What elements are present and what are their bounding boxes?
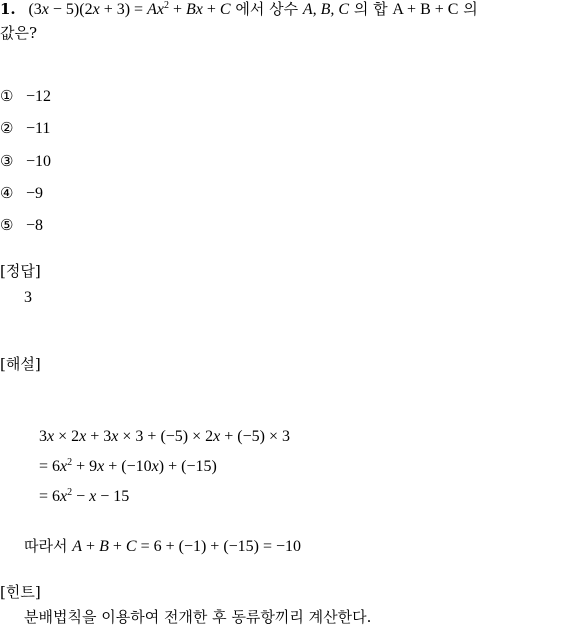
conclusion-math: A + B + C = 6 + (−1) + (−15) = −10 — [72, 538, 302, 555]
solution-line-2: = $6x^2 + 9x + (-10x) + (-15)$ — [39, 457, 217, 475]
question-line-1 — [0, 2, 478, 18]
answer-label: [정답] — [0, 262, 41, 280]
choice-mark: ① — [0, 87, 14, 105]
question-text-a: 에서 상수 — [235, 0, 299, 18]
choice-2[interactable] — [0, 121, 50, 137]
question-sum: A + B + C — [392, 1, 459, 18]
question-vars: A, B, C — [302, 1, 350, 18]
choice-mark: ⑤ — [0, 216, 14, 234]
solution-line-1: 3x × 2x + 3x × 3 + (−5) × 2x + (−5) × 3 — [39, 428, 290, 445]
hint-text: 분배법칙을 이용하여 전개한 후 동류항끼리 계산한다. — [24, 608, 372, 626]
choice-1[interactable] — [0, 89, 51, 105]
choice-4[interactable] — [0, 186, 43, 202]
choice-value: −10 — [26, 153, 52, 170]
question-number: 1. — [0, 0, 16, 18]
answer-value: 3 — [24, 289, 32, 306]
solution-label: [해설] — [0, 355, 41, 373]
question-line-2: 값은? — [0, 24, 38, 42]
choice-mark: ③ — [0, 152, 14, 170]
question-text-b: 의 합 — [353, 0, 388, 18]
choice-value: −12 — [26, 88, 52, 105]
conclusion-prefix: 따라서 — [24, 537, 68, 555]
solution-line-3: = $6x^2 - x - 15$ — [39, 487, 130, 505]
hint-label: [힌트] — [0, 583, 41, 601]
solution-conclusion — [24, 539, 301, 555]
question-expression: $(3x - 5)(2x + 3) = Ax^2 + Bx + C$ — [28, 0, 231, 18]
choice-3[interactable] — [0, 154, 51, 170]
choice-mark: ② — [0, 119, 14, 137]
choice-value: −8 — [26, 217, 44, 234]
choice-5[interactable] — [0, 218, 43, 234]
choice-mark: ④ — [0, 184, 14, 202]
choice-value: −11 — [26, 120, 51, 137]
choice-value: −9 — [26, 185, 44, 202]
question-text-c: 의 — [463, 0, 478, 18]
